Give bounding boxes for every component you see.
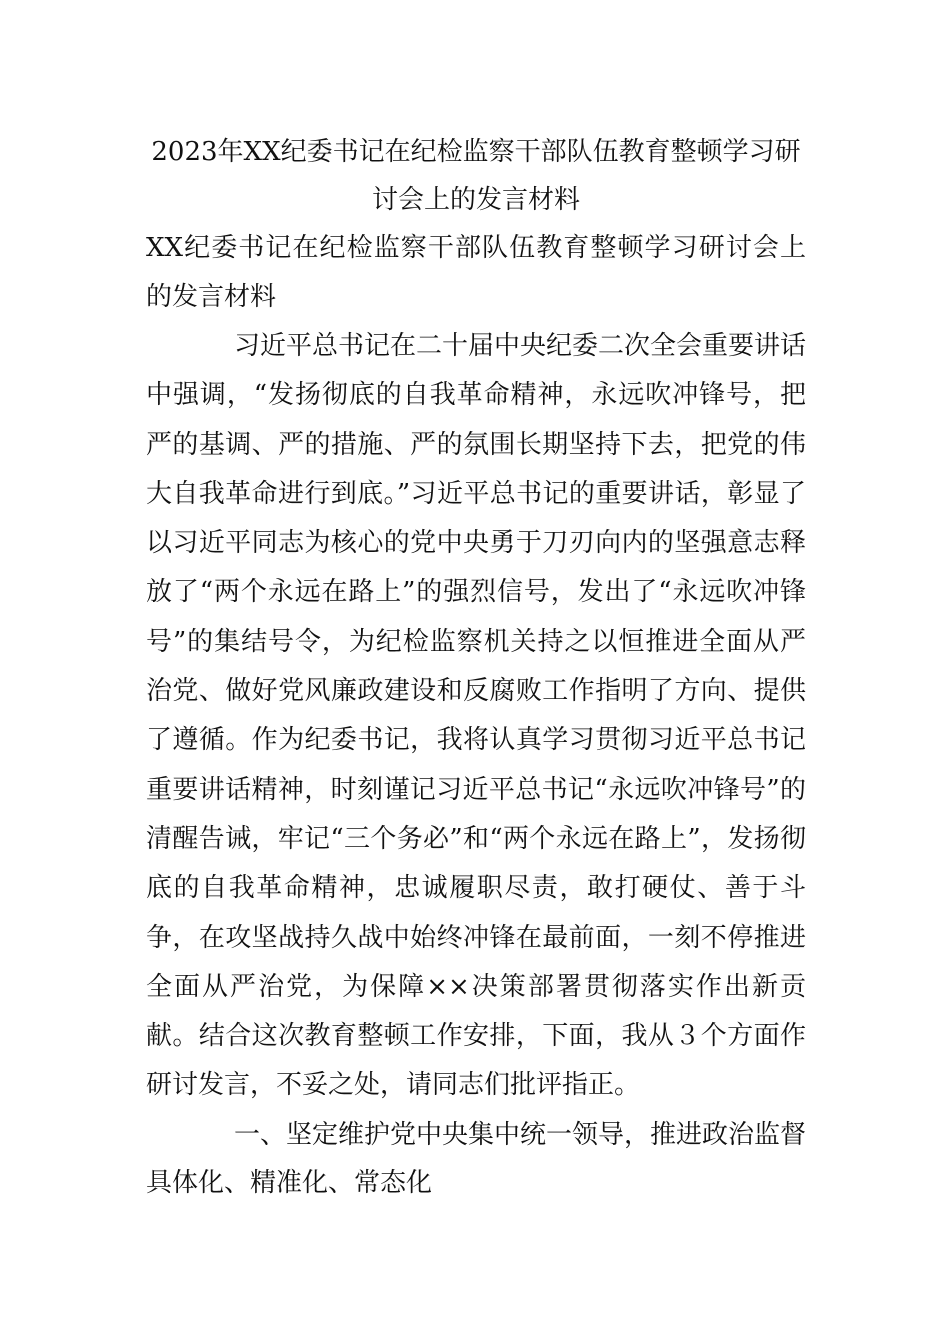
body-paragraph: 习近平总书记在二十届中央纪委二次全会重要讲话中强调，“发扬彻底的自我革命精神，永远吹冲锋号，把严的基调、严的措施、严的氛围长期坚持下去，把党的伟大自我革命进行到底。”习近平总书记的重要讲话，彰显了以习近平同志为核心的党中央勇于刀刃向内的坚强意志释放了“两个永远在路上”的强烈信号，发出了“永远吹冲锋号”的集结号令，为纪检监察机关持之以恒推进全面从严治党、做好党风廉政建设和反腐败工作指明了方向、提供了遵循。作为纪委书记，我将认真学习贯彻习近平总书记重要讲话精神，时刻谨记习近平总书记“永远吹冲锋号”的清醒告诫，牢记“三个务必”和“两个永远在路上”，发扬彻底的自我革命精神，忠诚履职尽责，敢打硬仗、善于斗争，在攻坚战持久战中始终冲锋在最前面，一刻不停推进全面从严治党，为保障××决策部署贯彻落实作出新贡献。结合这次教育整顿工作安排，下面，我从３个方面作研讨发言，不妥之处，请同志们批评指正。: [146, 331, 807, 1101]
document-title: 2023年XX纪委书记在纪检监察干部队伍教育整顿学习研讨会上的发言材料: [151, 137, 801, 215]
document-subtitle: XX纪委书记在纪检监察干部队伍教育整顿学习研讨会上的发言材料: [146, 233, 806, 312]
document-body: [146, 128, 806, 1207]
section-heading-one: 一、坚定维护党中央集中统一领导，推进政治监督具体化、精准化、常态化: [146, 1119, 807, 1198]
